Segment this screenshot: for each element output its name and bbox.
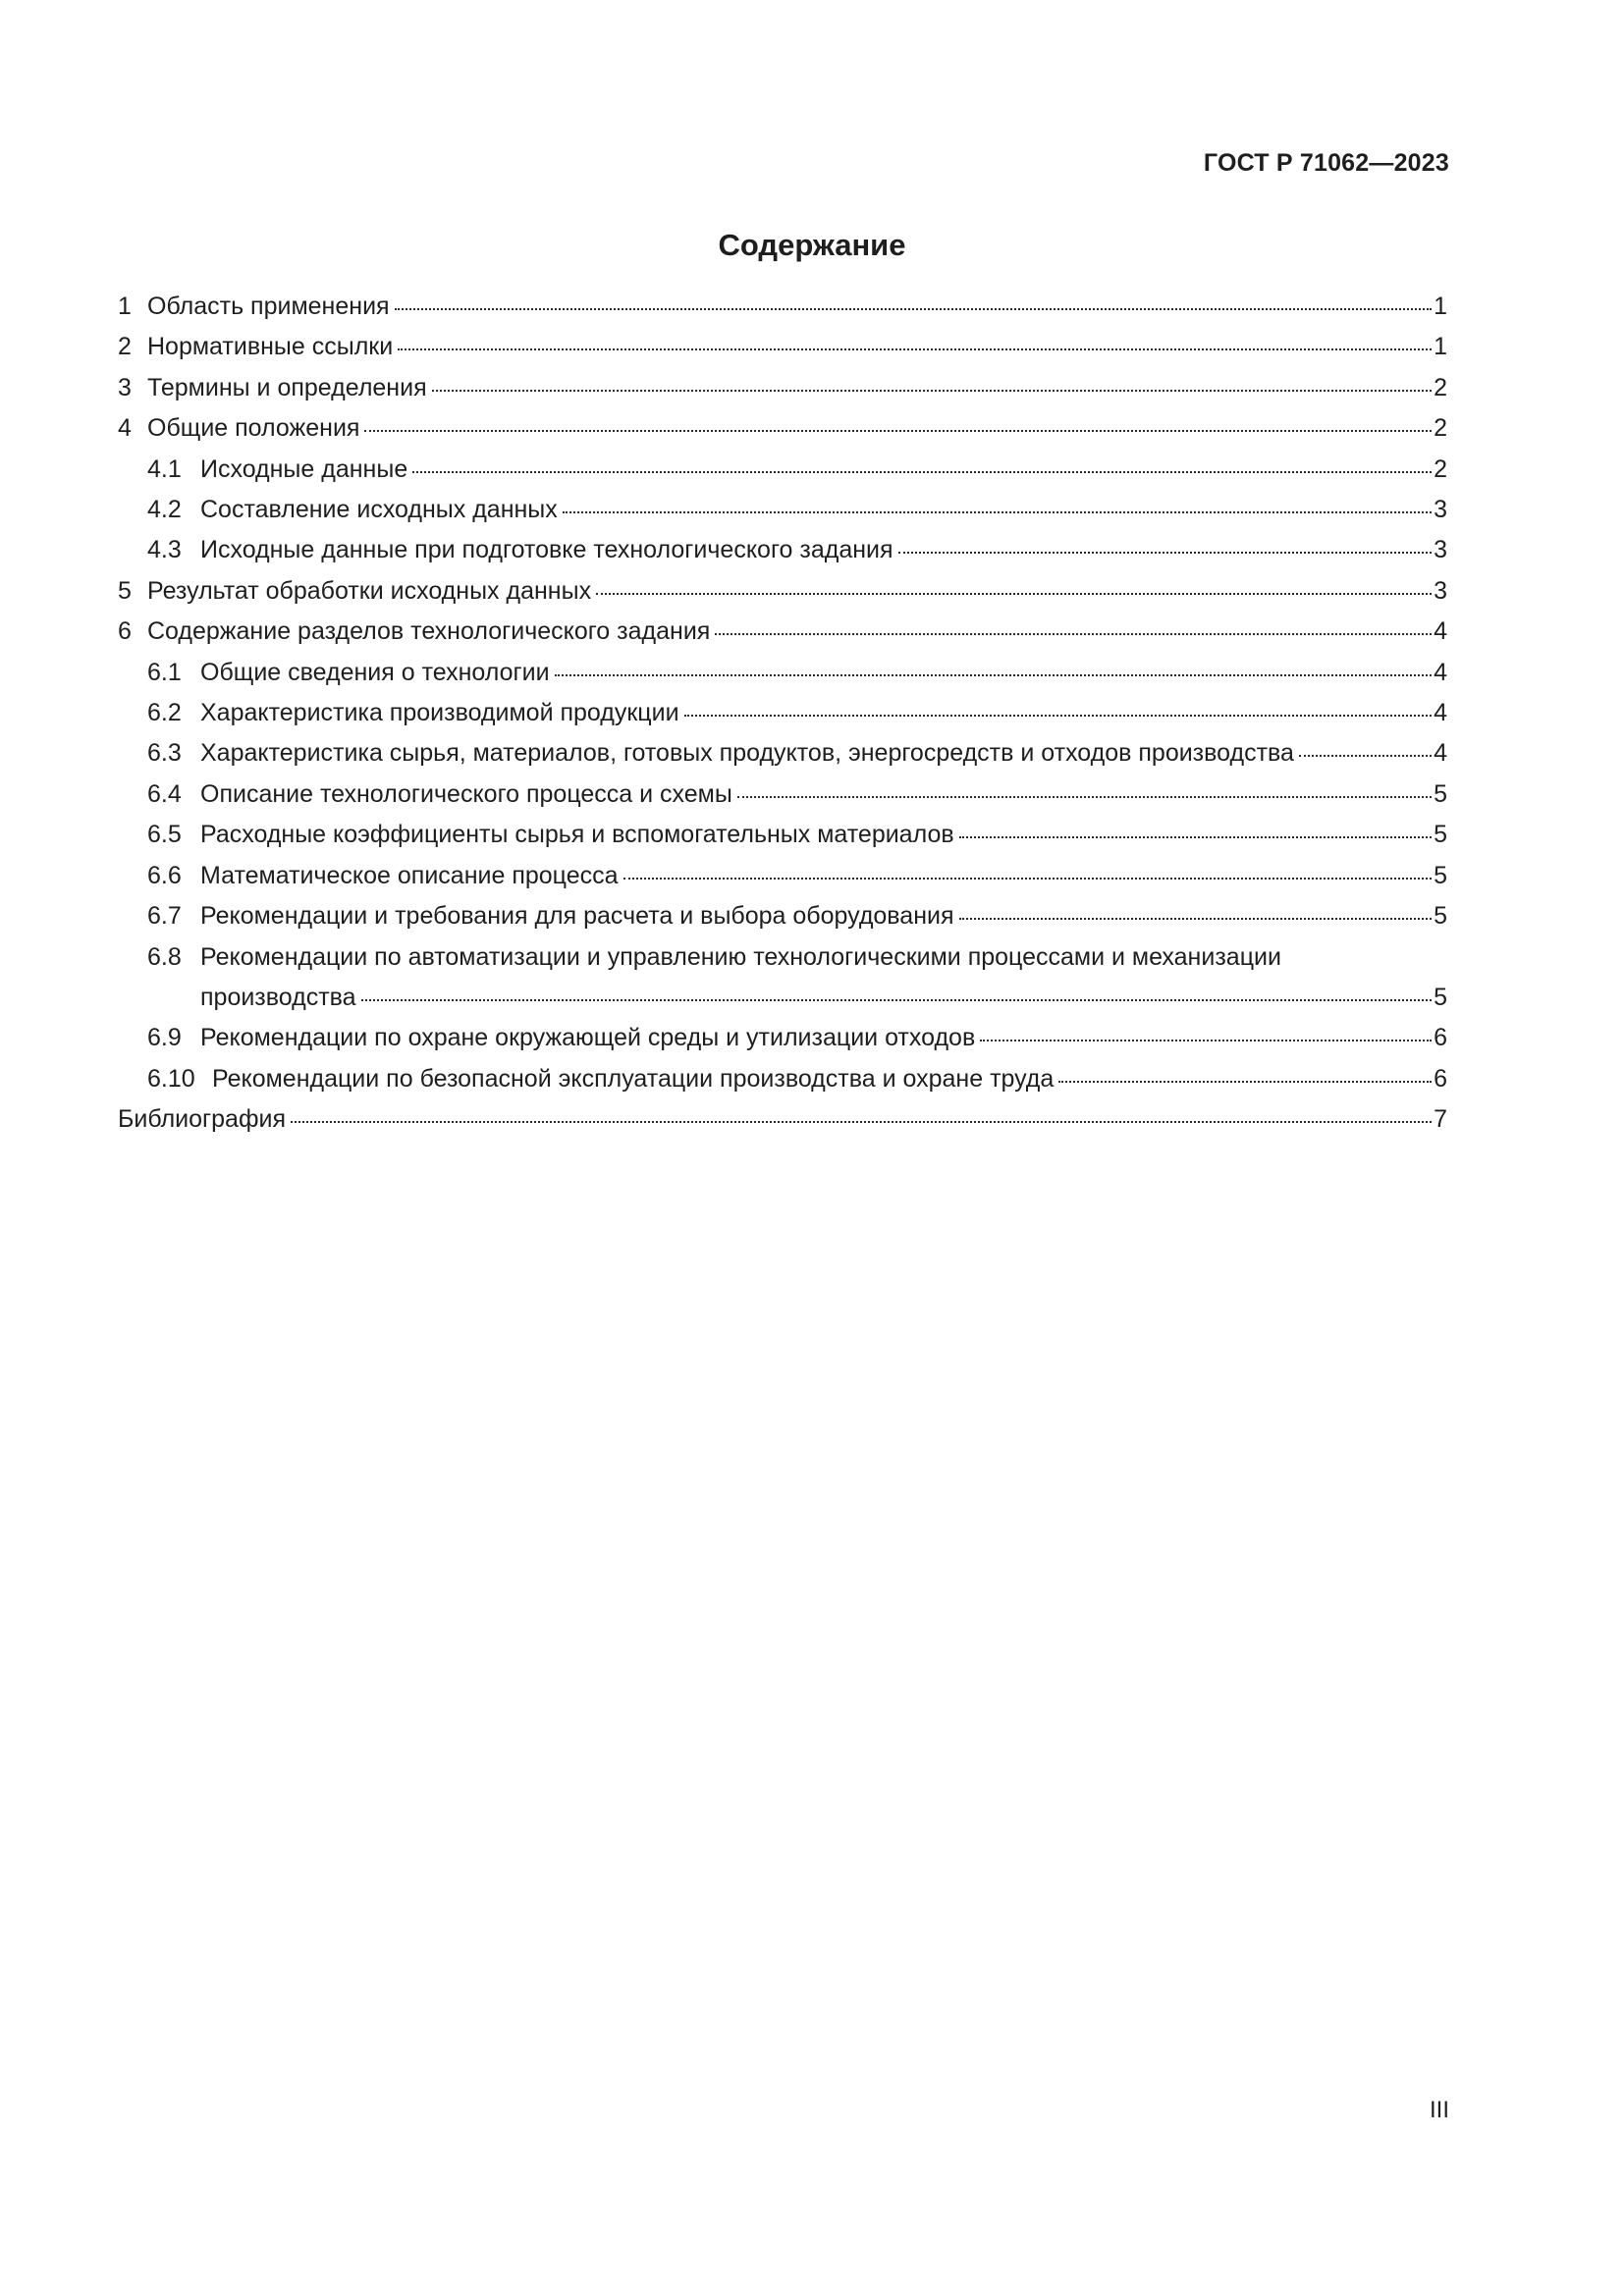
- dot-leader: [563, 511, 1432, 513]
- toc-entry-text: Описание технологического процесса и схемы: [200, 779, 732, 808]
- toc-entry-page: 5: [1434, 902, 1447, 931]
- dot-leader: [623, 878, 1433, 880]
- dot-leader: [291, 1121, 1432, 1123]
- toc-entry-number: 6.4: [147, 779, 182, 808]
- toc-entry-number: 6.8: [147, 942, 182, 971]
- toc-entry-page: 6: [1434, 1064, 1447, 1093]
- toc-entry-4-1[interactable]: [118, 450, 1447, 490]
- toc-entry-number: 6.5: [147, 821, 182, 849]
- toc-entry-4[interactable]: [118, 408, 1447, 449]
- toc-title: Содержание: [718, 228, 906, 262]
- dot-leader: [959, 836, 1432, 838]
- toc-entry-1[interactable]: [118, 287, 1447, 327]
- toc-entry-text: Составление исходных данных: [200, 496, 558, 524]
- toc-entry-text: Исходные данные при подготовке технологического задания: [200, 536, 893, 564]
- toc-entry-text-line2: производства: [200, 983, 356, 1011]
- toc-entry-number: 6: [118, 617, 132, 646]
- toc-entry-page: 5: [1434, 983, 1447, 1011]
- toc-entry-6-2[interactable]: [118, 693, 1447, 733]
- page-number: III: [1429, 2097, 1449, 2123]
- toc-entry-page: 2: [1434, 454, 1447, 483]
- toc-entry-4-3[interactable]: [118, 530, 1447, 570]
- toc-entry-page: 2: [1434, 373, 1447, 401]
- toc-entry-6-9[interactable]: [118, 1018, 1447, 1058]
- dot-leader: [412, 471, 1432, 473]
- dot-leader: [684, 715, 1433, 717]
- toc-entry-text: Область применения: [147, 293, 390, 320]
- toc-entry-number: 6.6: [147, 861, 182, 889]
- toc-entry-number: 6.1: [147, 658, 182, 686]
- toc-entry-page: 2: [1434, 414, 1447, 443]
- toc-entry-number: 4.1: [147, 454, 182, 483]
- toc-entry-5[interactable]: [118, 571, 1447, 612]
- toc-entry-text: Термины и определения: [147, 373, 427, 401]
- toc-entry-text: Библиография: [118, 1105, 287, 1134]
- toc-entry-page: 3: [1434, 496, 1447, 524]
- toc-entry-page: 7: [1434, 1105, 1447, 1134]
- toc-entry-6-8[interactable]: [118, 937, 1447, 1019]
- toc-entry-6-4[interactable]: [118, 774, 1447, 815]
- toc-entry-3[interactable]: [118, 368, 1447, 408]
- toc-entry-number: 5: [118, 576, 132, 605]
- dot-leader: [1299, 755, 1432, 757]
- dot-leader: [432, 390, 1432, 392]
- toc-entry-6-10[interactable]: [118, 1059, 1447, 1099]
- toc-entry-6-6[interactable]: [118, 856, 1447, 896]
- toc-entry-number: 4.2: [147, 496, 182, 524]
- toc-entry-text: Характеристика сырья, материалов, готовых продуктов, энергосредств и отходов производства: [200, 739, 1294, 768]
- toc-entry-number: 6.2: [147, 699, 182, 727]
- toc-entry-number: 4.3: [147, 536, 182, 564]
- toc-entry-page: 4: [1434, 658, 1447, 686]
- dot-leader: [737, 796, 1432, 798]
- toc-entry-number: 6.9: [147, 1024, 182, 1052]
- toc-entry-text: Исходные данные: [200, 454, 408, 483]
- table-of-contents: [118, 287, 1447, 1141]
- toc-entry-6-1[interactable]: [118, 653, 1447, 693]
- toc-entry-2[interactable]: [118, 327, 1447, 367]
- toc-entry-page: 6: [1434, 1024, 1447, 1052]
- toc-entry-text: Результат обработки исходных данных: [147, 576, 592, 605]
- toc-entry-number: 6.3: [147, 739, 182, 768]
- toc-entry-6[interactable]: [118, 612, 1447, 652]
- dot-leader: [398, 348, 1432, 350]
- toc-entry-text: Общие сведения о технологии: [200, 658, 550, 686]
- toc-entry-number: 3: [118, 373, 132, 401]
- dot-leader: [555, 674, 1432, 676]
- toc-entry-number: 6.10: [147, 1064, 195, 1093]
- toc-entry-text: Математическое описание процесса: [200, 861, 619, 889]
- toc-entry-text: Нормативные ссылки: [147, 333, 394, 361]
- toc-entry-number: 6.7: [147, 902, 182, 931]
- document-code: ГОСТ Р 71062—2023: [1203, 149, 1449, 177]
- toc-entry-page: 3: [1434, 536, 1447, 564]
- dot-leader: [1058, 1081, 1432, 1083]
- toc-entry-text-line1: Рекомендации по автоматизации и управлению технологическими процессами и механизации: [200, 942, 1281, 971]
- toc-entry-number: 2: [118, 333, 132, 361]
- toc-entry-text: Рекомендации по безопасной эксплуатации производства и охране труда: [212, 1064, 1055, 1093]
- toc-entry-page: 5: [1434, 861, 1447, 889]
- toc-entry-text: Общие положения: [147, 414, 360, 443]
- toc-entry-6-5[interactable]: [118, 815, 1447, 855]
- toc-entry-4-2[interactable]: [118, 490, 1447, 530]
- dot-leader: [364, 430, 1432, 432]
- toc-entry-number: 4: [118, 414, 132, 443]
- dot-leader: [596, 593, 1432, 595]
- toc-entry-6-7[interactable]: [118, 896, 1447, 936]
- toc-entry-page: 5: [1434, 821, 1447, 849]
- toc-entry-text: Содержание разделов технологического задания: [147, 617, 711, 646]
- toc-entry-page: 4: [1434, 617, 1447, 646]
- dot-leader: [898, 552, 1433, 554]
- toc-entry-6-3[interactable]: [118, 733, 1447, 774]
- dot-leader: [980, 1040, 1432, 1041]
- toc-entry-text: Рекомендации по охране окружающей среды и утилизации отходов: [200, 1024, 976, 1052]
- toc-entry-text: Расходные коэффициенты сырья и вспомогательных материалов: [200, 821, 954, 849]
- dot-leader: [361, 999, 1433, 1001]
- toc-entry-number: 1: [118, 293, 132, 320]
- toc-entry-page: 1: [1434, 293, 1447, 320]
- toc-entry-page: 4: [1434, 699, 1447, 727]
- toc-entry-page: 1: [1434, 333, 1447, 361]
- toc-entry-page: 5: [1434, 779, 1447, 808]
- toc-entry-text: Характеристика производимой продукции: [200, 699, 679, 727]
- toc-entry-page: 3: [1434, 576, 1447, 605]
- toc-entry-bibliography[interactable]: [118, 1099, 1447, 1140]
- dot-leader: [959, 918, 1433, 920]
- toc-entry-page: 4: [1434, 739, 1447, 768]
- dot-leader: [395, 308, 1433, 310]
- toc-entry-text: Рекомендации и требования для расчета и выбора оборудования: [200, 902, 954, 931]
- dot-leader: [715, 633, 1432, 635]
